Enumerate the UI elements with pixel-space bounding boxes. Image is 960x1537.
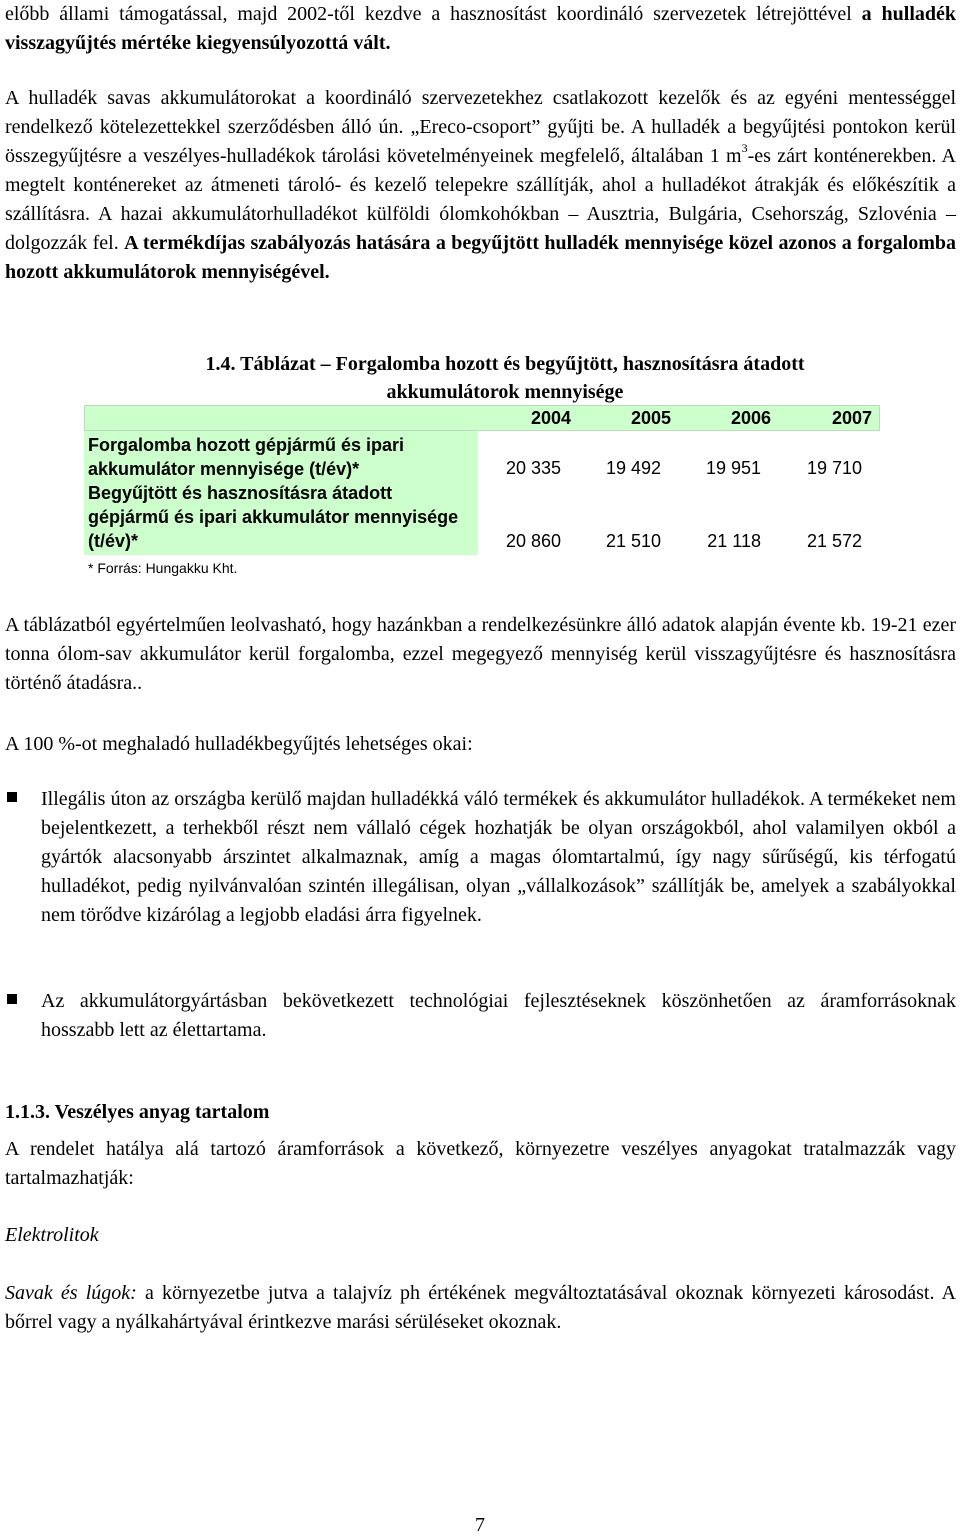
section-intro: A rendelet hatálya alá tartozó áramforrások a következő, környezetre veszélyes anyagokat tratalmazzák vagy tartalmazhatják: [5,1138,956,1189]
table-title [60,350,950,406]
table-title-line1: 1.4. Táblázat – Forgalomba hozott és begyűjtött, hasznosításra átadott [205,353,805,375]
intro-line2-plain: létrejöttével [756,3,862,25]
cell-marketed-2006: 19 951 [705,458,761,478]
year-2004: 2004 [530,408,571,428]
ereco-bold-conclusion: A termékdíjas szabályozás hatására a begyűjtött hulladék mennyisége közel azonos a forgalomba hozott akkumulátorok mennyiségével. [5,232,957,283]
ereco-text-c: -es zárt konténerekben. A megtelt konténereket az átmeneti tároló- és kezelő telepekre szállítják, ahol a hulladékot átrakják és előkészítik a szállításra. A hazai akkumulátorhulladékot külföldi ólomkohókban – Ausztria, Bulgária, Csehország, Szlovénia – dolgozzák fel. [5,145,957,254]
year-2006: 2006 [730,408,771,428]
intro-paragraph [5,0,956,58]
table-source-note: * Forrás: Hungakku Kht. [88,560,238,576]
page-number: 7 [475,1514,485,1536]
row-label-collected: Begyűjtött és hasznosításra átadott gépjármű és ipari akkumulátor mennyisége (t/év)* [84,481,478,555]
ereco-paragraph [5,84,956,287]
reasons-intro: A 100 %-ot meghaladó hulladékbegyűjtés lehetséges okai: [5,733,473,755]
row-label-marketed: Forgalomba hozott gépjármű és ipari akkumulátor mennyisége (t/év)* [84,431,478,481]
cell-collected-2006: 21 118 [707,531,761,551]
ereco-text-a: A hulladék savas akkumulátorokat a koordináló szervezetekhez csatlakozott kezelők és az egyéni mentességgel rendelkező kötelezettekkel szerződésben álló ún. „Ereco-csoport” gyűjti be. [5,87,956,138]
square-bullet-icon [7,792,17,802]
year-header [84,408,880,430]
year-2007: 2007 [831,408,872,428]
acids-label: Savak és lúgok: [5,1282,137,1304]
cell-collected-2005: 21 510 [605,531,661,551]
section-heading: 1.1.3. Veszélyes anyag tartalom [5,1101,270,1123]
cell-marketed-2005: 19 492 [605,458,661,478]
intro-line1: előbb állami támogatással, majd 2002-től kezdve a hasznosítást koordináló szervezetek [5,3,747,25]
electrolytes-heading: Elektrolitok [5,1224,99,1246]
cell-collected-2007: 21 572 [806,531,862,551]
table-title-line2: akkumulátorok mennyisége [386,381,624,403]
intro-line2-bold: a hulladék visszagyűjtés mértéke kiegyensúlyozottá vált. [5,3,957,54]
cell-marketed-2007: 19 710 [806,458,862,478]
year-2005: 2005 [630,408,671,428]
cell-marketed-2004: 20 335 [505,458,561,478]
bullet-text-illegal: Illegális úton az országba kerülő majdan hulladékká váló termékek és akkumulátor hulladékok. A termékeket nem bejelentkezett, a terhekből részt nem vállaló cégek hozhatják be olyan országokból, ahol valamilyen okból a gyártók alacsonyabb árszintet alkalmaznak, amíg a magas ólomtartalmú, így nagy sűrűségű, kis térfogatú hulladékot, pedig nyilvánvalóan szintén illegálisan, olyan „vállalkozások” szállítják be, amelyek a szabályokkal nem törődve kizárólag a legjobb eladási árra figyelnek. [41,788,956,926]
square-bullet-icon [7,994,17,1004]
acids-text: a környezetbe jutva a talajvíz ph értékének megváltoztatásával okoznak környezeti károsodást. A bőrrel vagy a nyálkahártyával érintkezve marási sérüléseket okoznak. [5,1282,956,1333]
bullet-text-technology: Az akkumulátorgyártásban bekövetkezett technológiai fejlesztéseknek köszönhetően az áramforrásoknak hosszabb lett az élettartama. [41,990,956,1041]
cell-collected-2004: 20 860 [505,531,561,551]
summary-paragraph: A táblázatból egyértelműen leolvasható, hogy hazánkban a rendelkezésünkre álló adatok alapján évente kb. 19-21 ezer tonna ólom-sav akkumulátor kerül forgalomba, ezzel megegyező mennyiség kerül visszagyűjtésre és hasznosításra történő átadásra.. [5,614,956,694]
ereco-text-b: A hulladék a begyűjtési pontokon kerül összegyűjtésre a veszélyes-hulladékok tárolási követelményeinek megfelelő, általában 1 m [5,116,956,167]
ereco-superscript: 3 [741,141,748,156]
acids-paragraph [5,1279,956,1337]
